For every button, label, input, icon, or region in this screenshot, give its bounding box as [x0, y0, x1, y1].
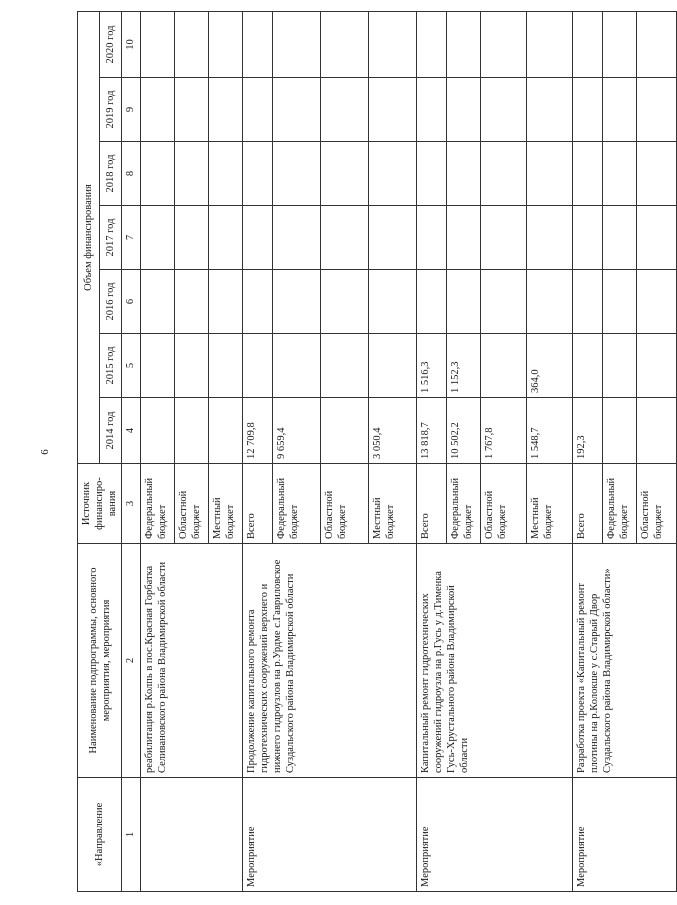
empty-year-cell [572, 11, 602, 77]
funding-source-cell: Федеральный бюджет [272, 464, 320, 544]
column-number: 2 [122, 544, 140, 778]
funding-source-cell: Всего [572, 464, 602, 544]
empty-year-cell [480, 270, 526, 334]
funding-source-cell: Областной бюджет [174, 464, 208, 544]
empty-year-cell [368, 142, 416, 206]
empty-year-cell [272, 270, 320, 334]
activity-name-cell: Продолжение капитального ремонта гидротехнических сооружений верхнего и нижнего гидроузлов на р.Урдме с.Гавриловское Суздальского района Владимирской области [242, 544, 416, 778]
funding-source-cell: Местный бюджет [208, 464, 242, 544]
header-row-1 [78, 11, 100, 891]
empty-year-cell [320, 142, 368, 206]
table-row [242, 11, 272, 891]
empty-year-cell [526, 78, 572, 142]
empty-year-cell [140, 142, 174, 206]
empty-year-cell [320, 78, 368, 142]
value-2015-cell [174, 334, 208, 398]
activity-name-cell: реабилитация р.Колпь в пос.Красная Горбатка Селивановского района Владимирской области [140, 544, 242, 778]
empty-year-cell [636, 11, 676, 77]
empty-year-cell [572, 142, 602, 206]
empty-year-cell [174, 11, 208, 77]
column-number: 10 [122, 11, 140, 77]
direction-cell: Мероприятие [572, 778, 676, 892]
header-year: 2016 год [100, 270, 122, 334]
empty-year-cell [416, 270, 446, 334]
column-number: 1 [122, 778, 140, 892]
header-year: 2015 год [100, 334, 122, 398]
funding-source-cell: Федеральный бюджет [140, 464, 174, 544]
value-2015-cell: 1 516,3 [416, 334, 446, 398]
empty-year-cell [526, 206, 572, 270]
empty-year-cell [140, 206, 174, 270]
value-2014-cell: 9 659,4 [272, 398, 320, 464]
empty-year-cell [446, 270, 480, 334]
empty-year-cell [208, 142, 242, 206]
empty-year-cell [636, 78, 676, 142]
direction-cell: Мероприятие [416, 778, 572, 892]
empty-year-cell [242, 11, 272, 77]
funding-source-cell: Федеральный бюджет [602, 464, 636, 544]
empty-year-cell [446, 142, 480, 206]
value-2014-cell [140, 398, 174, 464]
empty-year-cell [242, 142, 272, 206]
empty-year-cell [368, 78, 416, 142]
empty-year-cell [242, 206, 272, 270]
value-2015-cell [636, 334, 676, 398]
empty-year-cell [446, 11, 480, 77]
empty-year-cell [208, 206, 242, 270]
funding-source-cell: Всего [416, 464, 446, 544]
empty-year-cell [416, 206, 446, 270]
table-rotated [77, 12, 664, 892]
empty-year-cell [242, 270, 272, 334]
value-2014-cell: 10 502,2 [446, 398, 480, 464]
empty-year-cell [446, 78, 480, 142]
empty-year-cell [572, 206, 602, 270]
empty-year-cell [416, 142, 446, 206]
activity-name-cell: Капитальный ремонт гидротехнических сооружений гидроузла на р.Гусь у д.Тименка Гусь-Хрустального района Владимирской области [416, 544, 572, 778]
empty-year-cell [140, 270, 174, 334]
column-number: 9 [122, 78, 140, 142]
empty-year-cell [416, 78, 446, 142]
empty-year-cell [320, 270, 368, 334]
header-direction: «Направление [78, 778, 122, 892]
value-2014-cell: 192,3 [572, 398, 602, 464]
empty-year-cell [368, 11, 416, 77]
column-number: 3 [122, 464, 140, 544]
funding-source-cell: Областной бюджет [320, 464, 368, 544]
empty-year-cell [636, 142, 676, 206]
value-2014-cell: 13 818,7 [416, 398, 446, 464]
header-name: Наименование подпрограммы, основного мероприятия, мероприятия [78, 544, 122, 778]
empty-year-cell [174, 78, 208, 142]
funding-source-cell: Областной бюджет [636, 464, 676, 544]
activity-name-cell: Разработка проекта «Капитальный ремонт плотины на р.Колокше у с.Старый Двор Суздальского района Владимирской области» [572, 544, 676, 778]
column-number: 7 [122, 206, 140, 270]
funding-source-cell: Местный бюджет [368, 464, 416, 544]
value-2014-cell [174, 398, 208, 464]
empty-year-cell [572, 270, 602, 334]
column-number: 8 [122, 142, 140, 206]
header-source: Источник финансиро-вания [78, 464, 122, 544]
empty-year-cell [272, 206, 320, 270]
empty-year-cell [174, 142, 208, 206]
table-row [416, 11, 446, 891]
value-2015-cell [272, 334, 320, 398]
empty-year-cell [480, 142, 526, 206]
empty-year-cell [480, 206, 526, 270]
value-2015-cell [602, 334, 636, 398]
empty-year-cell [572, 78, 602, 142]
empty-year-cell [602, 270, 636, 334]
value-2014-cell [602, 398, 636, 464]
empty-year-cell [602, 206, 636, 270]
empty-year-cell [174, 270, 208, 334]
empty-year-cell [208, 78, 242, 142]
funding-source-cell: Федеральный бюджет [446, 464, 480, 544]
direction-cell: Мероприятие [242, 778, 416, 892]
value-2014-cell [320, 398, 368, 464]
empty-year-cell [208, 11, 242, 77]
financing-table [77, 11, 677, 892]
value-2015-cell [242, 334, 272, 398]
value-2015-cell [320, 334, 368, 398]
funding-source-cell: Местный бюджет [526, 464, 572, 544]
value-2015-cell [208, 334, 242, 398]
value-2014-cell: 1 548,7 [526, 398, 572, 464]
page-number: 6 [38, 449, 51, 455]
header-year: 2020 год [100, 11, 122, 77]
empty-year-cell [636, 270, 676, 334]
value-2014-cell: 3 050,4 [368, 398, 416, 464]
empty-year-cell [602, 78, 636, 142]
empty-year-cell [140, 78, 174, 142]
empty-year-cell [272, 11, 320, 77]
empty-year-cell [140, 11, 174, 77]
header-row-numbers [122, 11, 140, 891]
value-2015-cell [572, 334, 602, 398]
empty-year-cell [368, 270, 416, 334]
header-year: 2014 год [100, 398, 122, 464]
column-number: 6 [122, 270, 140, 334]
empty-year-cell [602, 11, 636, 77]
value-2015-cell [140, 334, 174, 398]
empty-year-cell [480, 78, 526, 142]
funding-source-cell: Областной бюджет [480, 464, 526, 544]
value-2014-cell [208, 398, 242, 464]
header-volume: Объем финансирования [78, 11, 100, 463]
header-year: 2017 год [100, 206, 122, 270]
empty-year-cell [446, 206, 480, 270]
value-2015-cell [368, 334, 416, 398]
empty-year-cell [636, 206, 676, 270]
column-number: 4 [122, 398, 140, 464]
empty-year-cell [242, 78, 272, 142]
table-row [140, 11, 174, 891]
funding-source-cell: Всего [242, 464, 272, 544]
empty-year-cell [526, 11, 572, 77]
column-number: 5 [122, 334, 140, 398]
empty-year-cell [526, 142, 572, 206]
empty-year-cell [602, 142, 636, 206]
empty-year-cell [368, 206, 416, 270]
header-year: 2018 год [100, 142, 122, 206]
empty-year-cell [320, 206, 368, 270]
direction-cell [140, 778, 242, 892]
table-body [140, 11, 676, 891]
table-row [572, 11, 602, 891]
empty-year-cell [272, 142, 320, 206]
value-2015-cell: 364,0 [526, 334, 572, 398]
value-2015-cell [480, 334, 526, 398]
table-rotation-frame [77, 12, 664, 892]
value-2014-cell: 1 767,8 [480, 398, 526, 464]
value-2015-cell: 1 152,3 [446, 334, 480, 398]
empty-year-cell [272, 78, 320, 142]
empty-year-cell [208, 270, 242, 334]
empty-year-cell [480, 11, 526, 77]
value-2014-cell: 12 709,8 [242, 398, 272, 464]
empty-year-cell [174, 206, 208, 270]
value-2014-cell [636, 398, 676, 464]
header-year: 2019 год [100, 78, 122, 142]
empty-year-cell [320, 11, 368, 77]
empty-year-cell [416, 11, 446, 77]
empty-year-cell [526, 270, 572, 334]
